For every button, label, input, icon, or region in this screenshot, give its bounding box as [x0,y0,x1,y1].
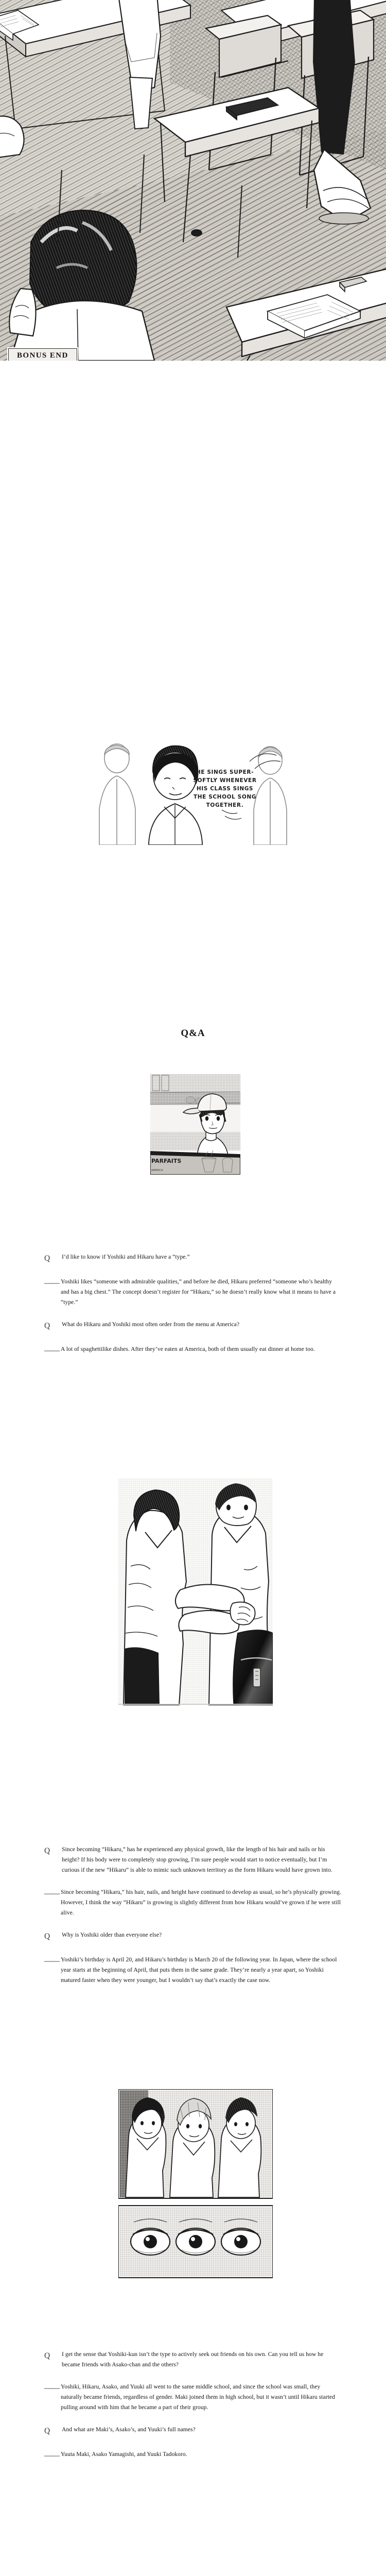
embrace-panel [118,1479,273,1716]
qa-question-text: I get the sense that Yoshiki-kun isn’t the type to actively seek out friends on his own. Can you tell us how he became friends with Asako-chan and the others? [62,2351,324,2368]
classroom-artwork [0,0,386,361]
qa-marker-dash: —— [44,1889,59,1898]
qa-heading: Q&A [181,1028,205,1039]
qa-marker-q: Q [44,1321,50,1330]
school-song-artwork [95,732,293,845]
bonus-end-label: BONUS END [17,351,68,360]
qa-marker-dash: —— [44,1279,59,1288]
qa-question [44,1319,342,1332]
trio-top-subpanel [118,2089,273,2198]
qa-answer-text: Yoshiki’s birthday is April 20, and Hikaru’s birthday is March 20 of the following year. In Japan, where the school year starts at the beginning of April, that puts them in the same grade. They’re nearly a year apart, so Yoshiki matured faster when they were younger, but I wouldn’t say that’s exactly the case now. [61,1956,337,1984]
qa-answer-text: Yoshiki likes “someone with admirable qualities,” and before he died, Hikaru preferred “someone who’s healthy and has a big chest.” The concept doesn’t register for “Hikaru,” so he doesn’t really know what it means to have a “type.” [61,1278,336,1306]
qa-answer [44,1277,342,1308]
svg-text:AMERICA: AMERICA [151,1169,163,1172]
svg-text:HIS CLASS SINGS: HIS CLASS SINGS [196,786,254,792]
trio-artwork [118,2089,273,2295]
svg-text:HE SINGS SUPER-: HE SINGS SUPER- [196,769,254,775]
qa-answer [44,2449,342,2462]
qa-question-text: What do Hikaru and Yoshiki most often order from the menu at America? [62,1320,240,1328]
bonus-end-plate [8,348,77,361]
qa-marker-q: Q [44,1254,50,1263]
qa-block-1 [44,1252,342,1369]
qa-marker-dash: —— [44,2451,59,2460]
classroom-panel [0,0,386,361]
qa-block-2 [44,1844,342,1997]
parfait-shop-artwork [150,1074,240,1175]
school-song-panel [95,732,293,845]
qa-question [44,1930,342,1943]
qa-answer-text: A lot of spaghettilike dishes. After they’ve eaten at America, both of them usually eat dinner at home too. [61,1346,315,1353]
qa-question-text: And what are Maki’s, Asako’s, and Yuuki’s full names? [62,2426,196,2433]
qa-question-text: Since becoming “Hikaru,” has he experienced any physical growth, like the length of his hair and nails or his height? If his body were to completely stop growing, I’m sure people would start to notice eventually, but I’m curious if the new “Hikaru” is able to mimic such unknown territory as the form Hikaru would have grown into. [62,1846,332,1873]
trio-panel [118,2089,273,2295]
trio-bottom-subpanel [118,2206,273,2278]
embrace-artwork [118,1479,273,1716]
qa-question-text: Why is Yoshiki older than everyone else? [62,1931,162,1938]
svg-text:TOGETHER.: TOGETHER. [206,802,244,808]
parfait-shop-panel [150,1074,240,1175]
qa-marker-q: Q [44,2426,50,2435]
qa-question-text: I’d like to know if Yoshiki and Hikaru have a “type.” [62,1253,190,1260]
svg-text:THE SCHOOL SONG: THE SCHOOL SONG [194,794,256,800]
qa-question [44,1844,342,1875]
qa-question [44,1252,342,1265]
qa-answer [44,1887,342,1918]
qa-answer-text: Since becoming “Hikaru,” his hair, nails, and height have continued to develop as usual, so he’s physically growing. However, I think the way “Hikaru” is growing is slightly different from how Hikaru would’ve grown if he were still alive. [61,1888,341,1916]
qa-answer [44,1344,342,1357]
qa-marker-dash: —— [44,1956,59,1965]
qa-marker-dash: —— [44,2383,59,2393]
qa-answer-text: Yoshiki, Hikaru, Asako, and Yuuki all went to the same middle school, and since the school was small, they naturally became friends, regardless of gender. Maki joined them in high school, but it wasn’t until Hikaru started pulling around with him that he became a part of their group. [61,2383,335,2411]
qa-question [44,2425,342,2437]
svg-text:PARFAITS: PARFAITS [151,1158,182,1164]
qa-answer-text: Yuuta Maki, Asako Yamagishi, and Yuuki Tadokoro. [61,2450,187,2458]
svg-text:SOFTLY WHENEVER: SOFTLY WHENEVER [193,777,257,784]
qa-marker-q: Q [44,1846,50,1855]
qa-answer [44,1955,342,1986]
qa-answer [44,2382,342,2413]
qa-block-3 [44,2349,342,2474]
qa-marker-q: Q [44,2351,50,2360]
qa-marker-q: Q [44,1931,50,1941]
qa-marker-dash: —— [44,1346,59,1355]
qa-question [44,2349,342,2370]
